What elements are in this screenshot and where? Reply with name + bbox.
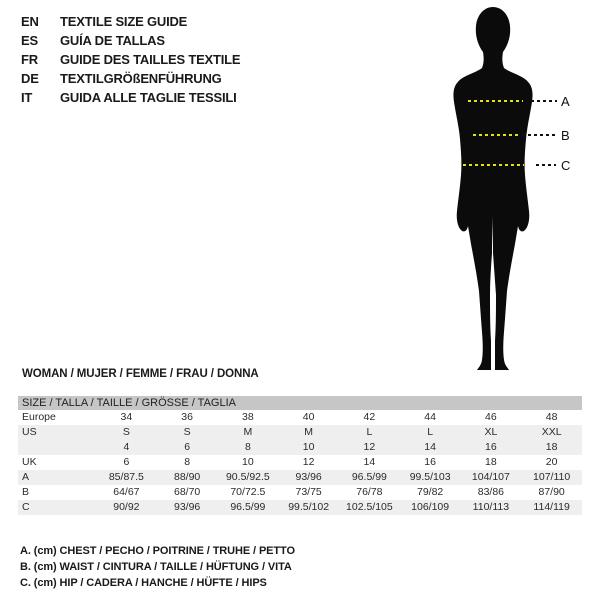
size-cell: 110/113 [472, 501, 510, 513]
waist-measure-line [473, 134, 518, 136]
row-label: Europe [22, 411, 56, 423]
language-code: DE [21, 71, 39, 86]
size-cell: S [183, 426, 191, 438]
size-cell: 48 [545, 411, 558, 423]
size-cell: 70/72.5 [230, 486, 266, 498]
legend-line: A. (cm) CHEST / PECHO / POITRINE / TRUHE / PETTO [20, 545, 295, 557]
marker-label-a: A [561, 94, 570, 109]
size-cell: S [122, 426, 130, 438]
size-cell: 96.5/99 [230, 501, 266, 513]
size-cell: 18 [485, 456, 497, 468]
size-cell: 85/87.5 [108, 471, 144, 483]
size-cell: 14 [424, 441, 436, 453]
chest-pointer-line [531, 100, 557, 102]
size-cell: 44 [424, 411, 436, 423]
language-code: ES [21, 33, 38, 48]
size-table-header: SIZE / TALLA / TAILLE / GRÖSSE / TAGLIA [18, 396, 582, 410]
size-cell: XL [484, 426, 498, 438]
table-row [18, 440, 582, 455]
legend-line: B. (cm) WAIST / CINTURA / TAILLE / HÜFTUNG / VITA [20, 561, 292, 573]
guide-title: GUIDE DES TAILLES TEXTILE [60, 52, 241, 67]
size-cell: L [427, 426, 434, 438]
row-label: UK [22, 456, 37, 468]
hip-pointer-line [536, 164, 556, 166]
size-cell: 104/107 [471, 471, 510, 483]
size-cell: 88/90 [173, 471, 201, 483]
size-cell: 14 [363, 456, 376, 468]
size-cell: 79/82 [416, 486, 444, 498]
woman-silhouette-path [453, 7, 532, 370]
size-cell: 68/70 [173, 486, 201, 498]
size-cell: 90.5/92.5 [225, 471, 270, 483]
table-row [18, 485, 582, 500]
size-cell: 83/86 [477, 486, 505, 498]
size-cell: 16 [485, 441, 497, 453]
guide-title: TEXTILGRÖßENFÜHRUNG [60, 71, 222, 86]
size-cell: 87/90 [538, 486, 565, 498]
marker-label-b: B [561, 128, 570, 143]
size-cell: 12 [302, 456, 315, 468]
size-cell: 107/110 [533, 471, 571, 483]
chest-measure-line [468, 100, 523, 102]
size-cell: 10 [242, 456, 254, 468]
language-code: IT [21, 90, 33, 105]
size-cell: 20 [545, 456, 558, 468]
measure-legend [20, 543, 295, 591]
table-section-title: WOMAN / MUJER / FEMME / FRAU / DONNA [22, 368, 259, 380]
size-cell: 6 [123, 456, 130, 468]
guide-title: TEXTILE SIZE GUIDE [60, 14, 188, 29]
size-cell: 18 [545, 441, 558, 453]
size-cell: 8 [184, 456, 191, 468]
language-code: FR [21, 52, 38, 67]
row-label: C [22, 501, 30, 513]
size-cell: 34 [120, 411, 133, 423]
size-cell: 16 [424, 456, 436, 468]
table-row [18, 425, 582, 440]
size-cell: L [366, 426, 373, 438]
marker-label-c: C [561, 158, 571, 173]
size-cell: 106/109 [411, 501, 450, 513]
size-cell: 93/96 [295, 471, 322, 483]
woman-silhouette-image [448, 5, 538, 375]
table-row [18, 470, 582, 485]
size-cell: 99.5/103 [409, 471, 451, 483]
size-cell: 38 [242, 411, 254, 423]
size-cell: 8 [244, 441, 251, 453]
size-cell: 90/92 [113, 501, 140, 513]
row-label: A [22, 471, 30, 483]
size-cell: 6 [184, 441, 191, 453]
size-cell: XXL [541, 426, 562, 438]
size-cell: M [243, 426, 253, 438]
size-cell: 99.5/102 [288, 501, 330, 513]
size-cell: 46 [485, 411, 497, 423]
row-label: B [22, 486, 30, 498]
size-cell: 12 [363, 441, 376, 453]
size-cell: 42 [363, 411, 376, 423]
size-cell: 76/78 [356, 486, 383, 498]
language-code: EN [21, 14, 39, 29]
size-cell: 93/96 [173, 501, 201, 513]
size-table-header-row [18, 396, 582, 410]
size-cell: M [304, 426, 313, 438]
row-label [18, 440, 96, 455]
size-cell: 114/119 [533, 501, 570, 513]
waist-pointer-line [522, 134, 556, 136]
size-table-body [18, 410, 582, 515]
guide-title: GUIDA ALLE TAGLIE TESSILI [60, 90, 237, 105]
size-cell: 96.5/99 [351, 471, 387, 483]
row-label: US [22, 426, 37, 438]
guide-title: GUÍA DE TALLAS [60, 33, 165, 48]
size-table [18, 396, 582, 515]
table-row [18, 500, 582, 515]
table-row [18, 455, 582, 470]
legend-line: C. (cm) HIP / CADERA / HANCHE / HÜFTE / HIPS [20, 577, 267, 589]
hip-measure-line [463, 164, 524, 166]
table-row [18, 410, 582, 425]
size-cell: 73/75 [295, 486, 322, 498]
size-cell: 10 [302, 441, 315, 453]
size-cell: 102.5/105 [346, 501, 393, 513]
size-cell: 36 [181, 411, 193, 423]
size-cell: 40 [302, 411, 315, 423]
size-cell: 4 [123, 441, 130, 453]
size-cell: 64/67 [113, 486, 140, 498]
